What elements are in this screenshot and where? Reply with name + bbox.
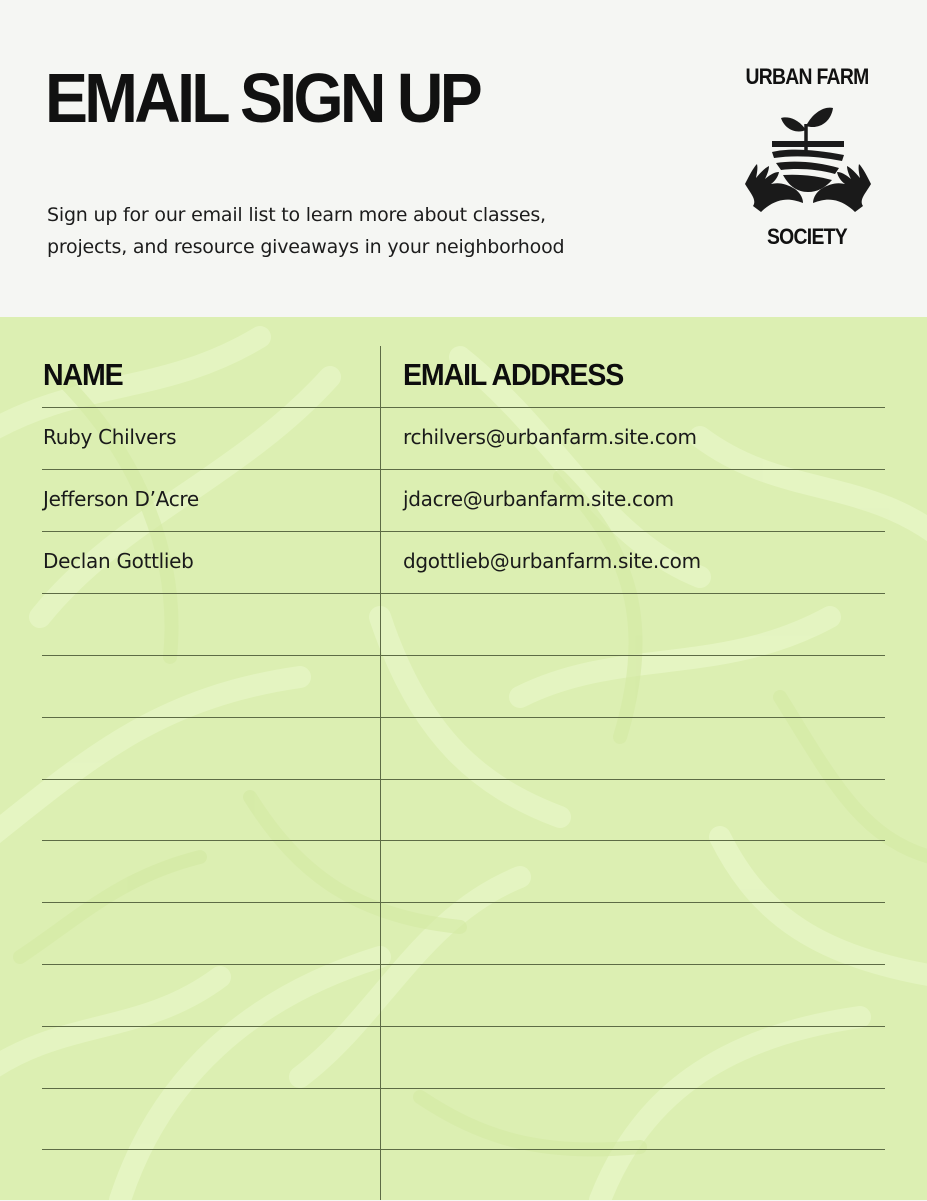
logo-top-text: URBAN FARM: [745, 64, 869, 89]
table-row[interactable]: [42, 717, 885, 780]
table-row[interactable]: [42, 407, 885, 470]
logo-bottom-text: SOCIETY: [766, 224, 848, 249]
table-row[interactable]: [42, 779, 885, 842]
table-row[interactable]: [42, 531, 885, 594]
email-cell[interactable]: rchilvers@urbanfarm.site.com: [403, 425, 697, 449]
name-cell[interactable]: Declan Gottlieb: [43, 549, 194, 573]
table-row[interactable]: [42, 1026, 885, 1089]
urban-farm-society-logo: [727, 62, 887, 252]
seedling-in-hands-icon: [743, 102, 873, 217]
subtitle-line-1: Sign up for our email list to learn more about classes,: [47, 204, 546, 226]
email-cell[interactable]: jdacre@urbanfarm.site.com: [403, 487, 674, 511]
table-row[interactable]: [42, 840, 885, 903]
table-row[interactable]: [42, 964, 885, 1027]
table-row[interactable]: [42, 469, 885, 532]
table-row[interactable]: [42, 1149, 885, 1201]
subtitle-line-2: projects, and resource giveaways in your neighborhood: [47, 236, 565, 258]
email-cell[interactable]: dgottlieb@urbanfarm.site.com: [403, 549, 701, 573]
page-subtitle: [47, 199, 647, 263]
column-header-name: NAME: [43, 357, 123, 392]
column-header-email: EMAIL ADDRESS: [403, 357, 624, 392]
table-row[interactable]: [42, 655, 885, 718]
sign-up-table: [0, 317, 927, 1200]
table-row[interactable]: [42, 1088, 885, 1151]
page-title: EMAIL SIGN UP: [45, 59, 480, 137]
header: [0, 0, 927, 317]
table-row[interactable]: [42, 902, 885, 965]
name-cell[interactable]: Jefferson D’Acre: [43, 487, 199, 511]
name-cell[interactable]: Ruby Chilvers: [43, 425, 177, 449]
table-row[interactable]: [42, 593, 885, 656]
